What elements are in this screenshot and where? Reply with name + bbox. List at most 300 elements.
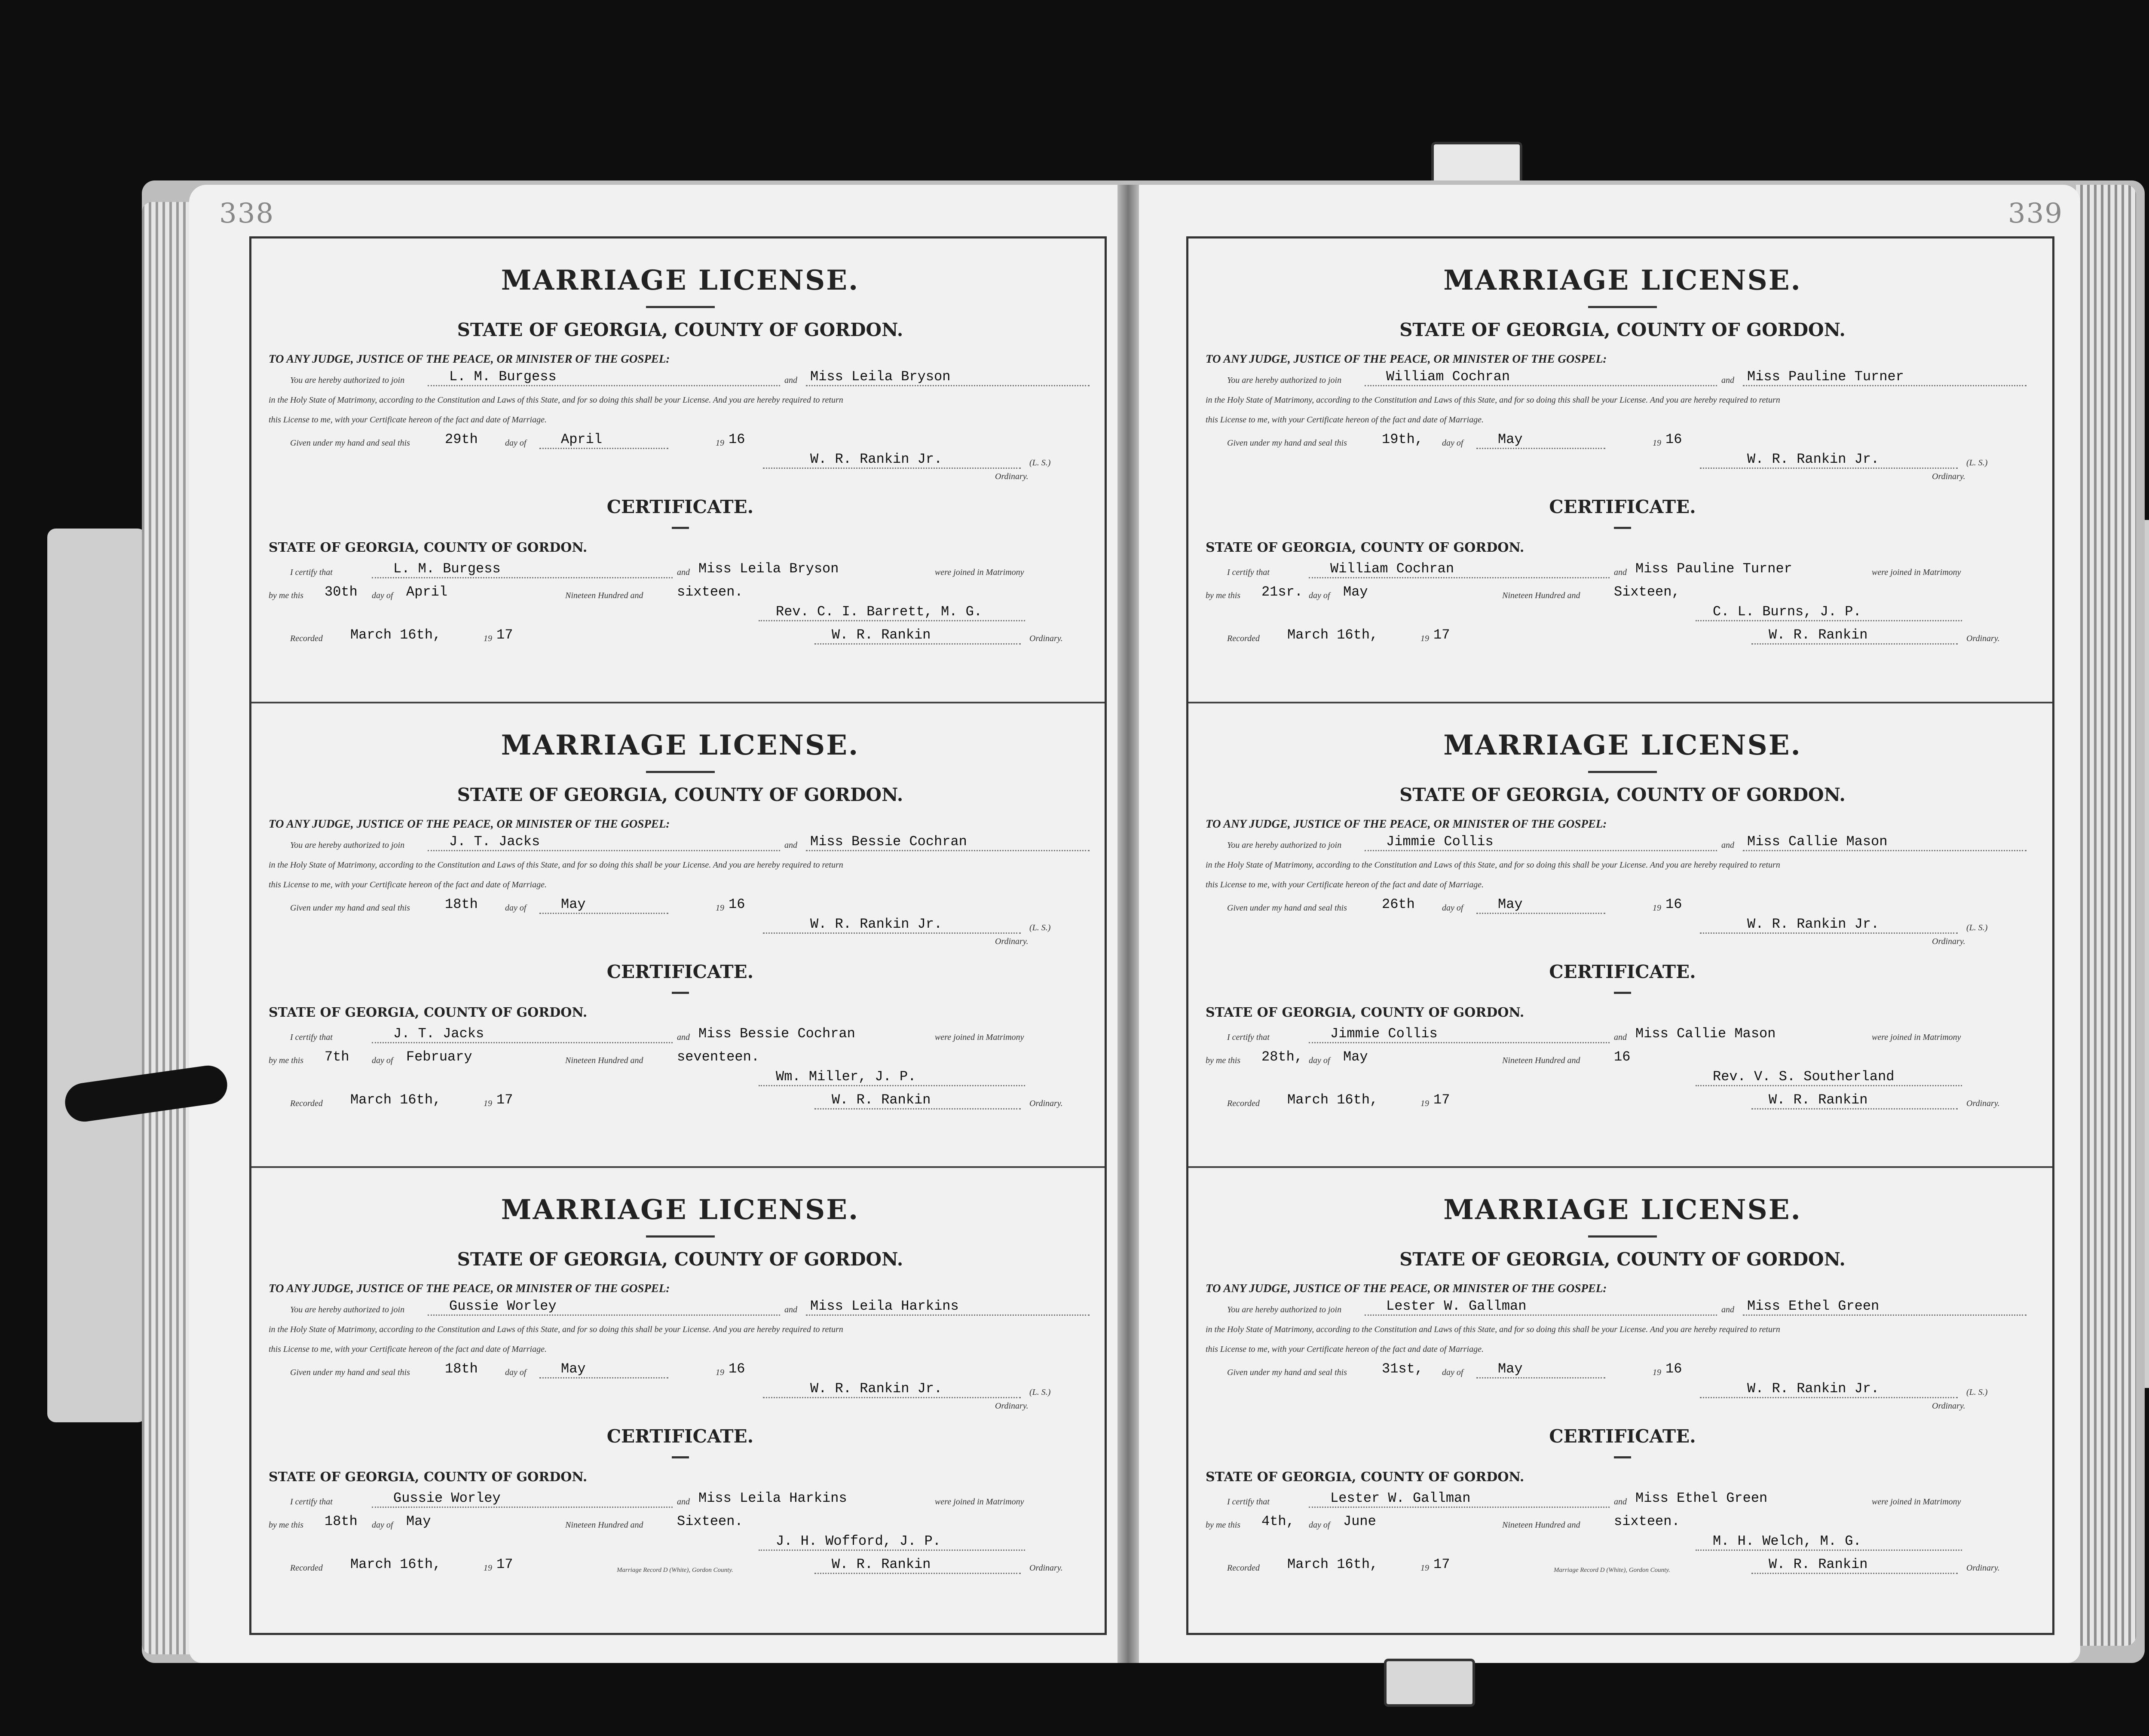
- bride-name: Miss Leila Harkins: [810, 1298, 959, 1314]
- left-page: [189, 185, 1130, 1663]
- certificate-heading: CERTIFICATE.: [606, 496, 754, 517]
- license-year: 16: [729, 431, 745, 447]
- license-addressee: TO ANY JUDGE, JUSTICE OF THE PEACE, OR MINISTER OF THE GOSPEL:: [1206, 352, 1607, 365]
- recorder-signature: W. R. Rankin: [1769, 1091, 1868, 1108]
- ordinary-signature: W. R. Rankin Jr.: [1747, 451, 1880, 467]
- recorded-label: Recorded: [1227, 634, 1260, 643]
- by-me-label: by me this: [269, 1520, 304, 1530]
- authorized-label: You are hereby authorized to join: [290, 840, 405, 850]
- authorization-line: [264, 1295, 1096, 1318]
- month-blank: [1476, 448, 1605, 449]
- certify-line: [264, 1023, 1096, 1046]
- return-line: [264, 1338, 1096, 1358]
- recorder-signature: W. R. Rankin: [1769, 627, 1868, 643]
- groom-name: William Cochran: [1386, 369, 1510, 385]
- title-ornament: [646, 306, 715, 308]
- joined-label: were joined in Matrimony: [1872, 568, 1961, 577]
- certify-line: [1201, 1487, 2044, 1510]
- month-blank: [1476, 913, 1605, 914]
- year-prefix: 19: [716, 1368, 724, 1378]
- cert-day-of-label: day of: [372, 1055, 393, 1065]
- recorded-year: 17: [1433, 627, 1450, 643]
- cert-and-label: and: [677, 568, 690, 577]
- holy-state-line: [264, 1318, 1096, 1338]
- marriage-license-entry-6: [1188, 1168, 2052, 1633]
- recorded-date: March 16th,: [350, 627, 441, 643]
- marriage-month: May: [1343, 584, 1368, 600]
- given-line: [264, 1358, 1096, 1381]
- license-month: April: [561, 431, 603, 447]
- marriage-license-entry-1: [251, 238, 1105, 703]
- ordinary-label: Ordinary.: [995, 1401, 1029, 1411]
- return-line: [264, 409, 1096, 428]
- certificate-ornament: [1614, 527, 1631, 529]
- marriage-year: sixteen.: [1614, 1513, 1680, 1530]
- certificate-heading: CERTIFICATE.: [1549, 1426, 1696, 1447]
- marriage-day: 21sr.: [1261, 584, 1303, 600]
- recorded-year: 17: [1433, 1091, 1450, 1108]
- nineteen-hundred-label: Nineteen Hundred and: [1502, 1520, 1580, 1530]
- license-month: May: [1498, 431, 1523, 447]
- groom-name: Gussie Worley: [449, 1298, 557, 1314]
- recorder-signature: W. R. Rankin: [832, 1091, 931, 1108]
- year-prefix: 19: [716, 438, 724, 448]
- ordinary-label-line: [1201, 936, 2044, 947]
- bride-blank: [1743, 1314, 2027, 1316]
- license-title: MARRIAGE LICENSE.: [501, 1194, 860, 1226]
- month-blank: [539, 913, 668, 914]
- year-prefix: 19: [1653, 438, 1661, 448]
- right-page-frame: [1186, 236, 2054, 1635]
- given-label: Given under my hand and seal this: [1227, 438, 1347, 448]
- officiant-blank: [1696, 1550, 1962, 1551]
- license-addressee: TO ANY JUDGE, JUSTICE OF THE PEACE, OR MINISTER OF THE GOSPEL:: [269, 352, 670, 365]
- certify-label: I certify that: [290, 568, 333, 577]
- officiant-line: [264, 604, 1096, 624]
- groom-blank: [1365, 385, 1717, 386]
- certificate-groom: L. M. Burgess: [393, 561, 501, 577]
- by-me-label: by me this: [1206, 1055, 1241, 1065]
- day-of-label: day of: [1442, 903, 1463, 913]
- certificate-ornament: [1614, 992, 1631, 994]
- license-addressee: TO ANY JUDGE, JUSTICE OF THE PEACE, OR MINISTER OF THE GOSPEL:: [269, 817, 670, 830]
- holy-state-text: in the Holy State of Matrimony, according to the Constitution and Laws of this State, and for so doing this shall be your License. And you are hereby required to return: [1206, 1325, 1780, 1335]
- license-day: 26th: [1382, 896, 1415, 912]
- cert-ordinary-label: Ordinary.: [1029, 634, 1063, 643]
- officiant-blank: [759, 620, 1025, 621]
- marriage-year: 16: [1614, 1048, 1631, 1065]
- month-blank: [539, 1377, 668, 1378]
- recorded-year: 17: [1433, 1556, 1450, 1573]
- ordinary-signature: W. R. Rankin Jr.: [810, 451, 943, 467]
- recorded-year: 17: [496, 627, 513, 643]
- certificate-state-heading: STATE OF GEORGIA, COUNTY OF GORDON.: [1206, 1005, 1525, 1020]
- groom-blank: [1365, 1314, 1717, 1316]
- certificate-heading: CERTIFICATE.: [1549, 961, 1696, 982]
- bride-name: Miss Bessie Cochran: [810, 833, 967, 850]
- signature-blank: [1700, 468, 1958, 469]
- authorized-label: You are hereby authorized to join: [1227, 1305, 1342, 1315]
- recorded-year-prefix: 19: [1420, 1098, 1429, 1108]
- bride-name: Miss Callie Mason: [1747, 833, 1888, 850]
- cert-groom-blank: [1309, 577, 1610, 578]
- return-line: [1201, 1338, 2044, 1358]
- certificate-groom: Jimmie Collis: [1330, 1025, 1438, 1042]
- by-me-line: [264, 1046, 1096, 1069]
- cert-ordinary-label: Ordinary.: [1966, 1098, 2000, 1108]
- nineteen-hundred-label: Nineteen Hundred and: [1502, 591, 1580, 600]
- certify-label: I certify that: [290, 1497, 333, 1507]
- title-ornament: [646, 771, 715, 773]
- bride-name: Miss Pauline Turner: [1747, 369, 1904, 385]
- certificate-state-heading: STATE OF GEORGIA, COUNTY OF GORDON.: [1206, 1470, 1525, 1485]
- binder-clip-top: [1431, 142, 1522, 186]
- marriage-day: 30th: [324, 584, 358, 600]
- title-ornament: [1588, 306, 1657, 308]
- day-of-label: day of: [1442, 438, 1463, 448]
- recorded-line: [264, 624, 1096, 647]
- bride-blank: [806, 850, 1090, 851]
- license-state-heading: STATE OF GEORGIA, COUNTY OF GORDON.: [457, 319, 903, 340]
- given-line: [1201, 893, 2044, 917]
- holy-state-text: in the Holy State of Matrimony, according to the Constitution and Laws of this State, and for so doing this shall be your License. And you are hereby required to return: [1206, 395, 1780, 405]
- officiant-blank: [1696, 1085, 1962, 1086]
- certificate-groom: Gussie Worley: [393, 1490, 501, 1507]
- bride-name: Miss Ethel Green: [1747, 1298, 1880, 1314]
- license-state-heading: STATE OF GEORGIA, COUNTY OF GORDON.: [1399, 319, 1846, 340]
- certificate-bride: Miss Callie Mason: [1635, 1025, 1776, 1042]
- recorded-label: Recorded: [290, 634, 323, 643]
- recorder-blank: [814, 643, 1021, 645]
- binder-clip-bottom: [1384, 1659, 1475, 1707]
- certificate-ornament: [672, 1456, 689, 1458]
- right-page: [1126, 185, 2080, 1663]
- license-day: 19th,: [1382, 431, 1423, 447]
- ordinary-label: Ordinary.: [1932, 472, 1965, 481]
- given-line: [1201, 428, 2044, 452]
- license-year: 16: [1665, 1361, 1682, 1377]
- bride-blank: [1743, 850, 2027, 851]
- return-text: this License to me, with your Certificate hereon of the fact and date of Marriage.: [1206, 1345, 1484, 1354]
- certify-label: I certify that: [1227, 1032, 1270, 1042]
- certify-line: [264, 558, 1096, 581]
- cert-ordinary-label: Ordinary.: [1966, 1563, 2000, 1573]
- marriage-year: seventeen.: [677, 1048, 760, 1065]
- officiant-signature: Rev. C. I. Barrett, M. G.: [776, 604, 983, 620]
- certificate-state-heading: STATE OF GEORGIA, COUNTY OF GORDON.: [269, 540, 588, 555]
- license-month: May: [561, 1361, 586, 1377]
- cert-groom-blank: [1309, 1507, 1610, 1508]
- recorded-label: Recorded: [290, 1563, 323, 1573]
- day-of-label: day of: [1442, 1368, 1463, 1378]
- ordinary-label: Ordinary.: [995, 936, 1029, 946]
- certificate-groom: William Cochran: [1330, 561, 1454, 577]
- recorded-line: [1201, 624, 2044, 647]
- license-title: MARRIAGE LICENSE.: [1443, 264, 1802, 296]
- record-book-footer: Marriage Record D (White), Gordon County.: [1554, 1567, 1670, 1574]
- certify-line: [264, 1487, 1096, 1510]
- officiant-line: [264, 1534, 1096, 1553]
- certificate-state-heading: STATE OF GEORGIA, COUNTY OF GORDON.: [1206, 540, 1525, 555]
- license-addressee: TO ANY JUDGE, JUSTICE OF THE PEACE, OR MINISTER OF THE GOSPEL:: [1206, 1282, 1607, 1295]
- ordinary-label: Ordinary.: [1932, 1401, 1965, 1411]
- authorized-label: You are hereby authorized to join: [290, 1305, 405, 1315]
- nineteen-hundred-label: Nineteen Hundred and: [565, 591, 643, 600]
- recorded-date: March 16th,: [350, 1556, 441, 1573]
- recorded-year-prefix: 19: [1420, 634, 1429, 643]
- given-label: Given under my hand and seal this: [290, 1368, 410, 1378]
- signature-blank: [1700, 932, 1958, 934]
- certificate-ornament: [672, 527, 689, 529]
- certificate-bride: Miss Bessie Cochran: [698, 1025, 855, 1042]
- cert-day-of-label: day of: [1309, 1055, 1330, 1065]
- recorded-label: Recorded: [1227, 1098, 1260, 1108]
- ordinary-signature-line: [1201, 917, 2044, 936]
- signature-blank: [763, 1397, 1021, 1398]
- recorded-date: March 16th,: [1287, 627, 1378, 643]
- ls-label: (L. S.): [1029, 1388, 1051, 1397]
- ordinary-label-line: [1201, 1401, 2044, 1411]
- officiant-line: [264, 1069, 1096, 1089]
- certificate-bride: Miss Ethel Green: [1635, 1490, 1768, 1507]
- signature-blank: [763, 468, 1021, 469]
- groom-blank: [428, 385, 780, 386]
- groom-blank: [428, 850, 780, 851]
- holy-state-line: [1201, 1318, 2044, 1338]
- ordinary-signature: W. R. Rankin Jr.: [1747, 916, 1880, 932]
- cert-groom-blank: [372, 577, 673, 578]
- authorized-label: You are hereby authorized to join: [1227, 840, 1342, 850]
- marriage-day: 7th: [324, 1048, 349, 1065]
- nineteen-hundred-label: Nineteen Hundred and: [1502, 1055, 1580, 1065]
- month-blank: [1476, 1377, 1605, 1378]
- license-month: May: [1498, 1361, 1523, 1377]
- by-me-label: by me this: [269, 1055, 304, 1065]
- ls-label: (L. S.): [1966, 1388, 1988, 1397]
- ordinary-label: Ordinary.: [1932, 936, 1965, 946]
- certify-line: [1201, 1023, 2044, 1046]
- cert-ordinary-label: Ordinary.: [1029, 1563, 1063, 1573]
- and-label: and: [784, 1305, 797, 1315]
- recorder-blank: [814, 1108, 1021, 1109]
- authorized-label: You are hereby authorized to join: [1227, 376, 1342, 385]
- license-title: MARRIAGE LICENSE.: [1443, 729, 1802, 761]
- authorization-line: [1201, 1295, 2044, 1318]
- and-label: and: [784, 840, 797, 850]
- license-year: 16: [729, 896, 745, 912]
- certificate-ornament: [672, 992, 689, 994]
- return-line: [1201, 874, 2044, 893]
- joined-label: were joined in Matrimony: [935, 1497, 1024, 1507]
- return-line: [264, 874, 1096, 893]
- officiant-line: [1201, 1069, 2044, 1089]
- holy-state-line: [264, 389, 1096, 409]
- joined-label: were joined in Matrimony: [935, 1032, 1024, 1042]
- license-addressee: TO ANY JUDGE, JUSTICE OF THE PEACE, OR MINISTER OF THE GOSPEL:: [1206, 817, 1607, 830]
- license-state-heading: STATE OF GEORGIA, COUNTY OF GORDON.: [1399, 784, 1846, 805]
- ls-label: (L. S.): [1029, 923, 1051, 932]
- joined-label: were joined in Matrimony: [935, 568, 1024, 577]
- and-label: and: [1721, 1305, 1734, 1315]
- title-ornament: [646, 1235, 715, 1238]
- marriage-month: May: [1343, 1048, 1368, 1065]
- page-edges-left: [142, 202, 193, 1654]
- certificate-heading: CERTIFICATE.: [606, 1426, 754, 1447]
- marriage-month: April: [406, 584, 448, 600]
- marriage-year: Sixteen.: [677, 1513, 743, 1530]
- cert-and-label: and: [1614, 1497, 1627, 1507]
- license-title: MARRIAGE LICENSE.: [501, 264, 860, 296]
- officiant-signature: Wm. Miller, J. P.: [776, 1068, 916, 1085]
- return-text: this License to me, with your Certificate hereon of the fact and date of Marriage.: [269, 415, 547, 425]
- certificate-heading: CERTIFICATE.: [1549, 496, 1696, 517]
- license-day: 29th: [445, 431, 478, 447]
- cert-day-of-label: day of: [1309, 591, 1330, 600]
- bride-blank: [806, 1314, 1090, 1316]
- and-label: and: [1721, 376, 1734, 385]
- certify-label: I certify that: [1227, 1497, 1270, 1507]
- ordinary-label-line: [264, 471, 1096, 482]
- day-of-label: day of: [505, 903, 527, 913]
- holy-state-line: [264, 854, 1096, 874]
- cert-and-label: and: [1614, 568, 1627, 577]
- bride-name: Miss Leila Bryson: [810, 369, 951, 385]
- given-label: Given under my hand and seal this: [290, 438, 410, 448]
- ordinary-signature: W. R. Rankin Jr.: [810, 916, 943, 932]
- ordinary-signature: W. R. Rankin Jr.: [810, 1381, 943, 1397]
- certificate-ornament: [1614, 1456, 1631, 1458]
- given-label: Given under my hand and seal this: [290, 903, 410, 913]
- ordinary-signature-line: [1201, 452, 2044, 471]
- certificate-state-heading: STATE OF GEORGIA, COUNTY OF GORDON.: [269, 1005, 588, 1020]
- recorder-signature: W. R. Rankin: [832, 627, 931, 643]
- recorded-date: March 16th,: [1287, 1556, 1378, 1573]
- and-label: and: [1721, 840, 1734, 850]
- by-me-line: [264, 1510, 1096, 1534]
- license-year: 16: [1665, 896, 1682, 912]
- cert-and-label: and: [1614, 1032, 1627, 1042]
- holy-state-text: in the Holy State of Matrimony, according to the Constitution and Laws of this State, and for so doing this shall be your License. And you are hereby required to return: [269, 395, 843, 405]
- year-prefix: 19: [1653, 903, 1661, 913]
- holy-state-text: in the Holy State of Matrimony, according to the Constitution and Laws of this State, and for so doing this shall be your License. And you are hereby required to return: [269, 1325, 843, 1335]
- year-prefix: 19: [716, 903, 724, 913]
- cert-ordinary-label: Ordinary.: [1966, 634, 2000, 643]
- officiant-blank: [759, 1085, 1025, 1086]
- recorded-year-prefix: 19: [1420, 1563, 1429, 1573]
- year-prefix: 19: [1653, 1368, 1661, 1378]
- officiant-signature: M. H. Welch, M. G.: [1713, 1533, 1861, 1550]
- cert-and-label: and: [677, 1032, 690, 1042]
- recorded-year: 17: [496, 1091, 513, 1108]
- signature-blank: [763, 932, 1021, 934]
- record-book-footer: Marriage Record D (White), Gordon County.: [617, 1567, 733, 1574]
- by-me-line: [1201, 581, 2044, 604]
- license-day: 18th: [445, 896, 478, 912]
- marriage-day: 18th: [324, 1513, 358, 1530]
- page-number-left: 338: [219, 198, 275, 229]
- marriage-day: 28th,: [1261, 1048, 1303, 1065]
- marriage-day: 4th,: [1261, 1513, 1295, 1530]
- license-title: MARRIAGE LICENSE.: [501, 729, 860, 761]
- recorder-signature: W. R. Rankin: [1769, 1556, 1868, 1573]
- given-label: Given under my hand and seal this: [1227, 1368, 1347, 1378]
- by-me-line: [1201, 1046, 2044, 1069]
- by-me-label: by me this: [1206, 1520, 1241, 1530]
- marriage-license-entry-4: [1188, 238, 2052, 703]
- groom-blank: [428, 1314, 780, 1316]
- return-text: this License to me, with your Certificate hereon of the fact and date of Marriage.: [269, 1345, 547, 1354]
- recorded-year-prefix: 19: [484, 1098, 492, 1108]
- authorized-label: You are hereby authorized to join: [290, 376, 405, 385]
- given-line: [264, 428, 1096, 452]
- holy-state-text: in the Holy State of Matrimony, according to the Constitution and Laws of this State, and for so doing this shall be your License. And you are hereby required to return: [269, 860, 843, 870]
- cert-groom-blank: [1309, 1042, 1610, 1043]
- groom-name: Lester W. Gallman: [1386, 1298, 1527, 1314]
- marriage-month: June: [1343, 1513, 1376, 1530]
- ordinary-label: Ordinary.: [995, 472, 1029, 481]
- cert-day-of-label: day of: [372, 1520, 393, 1530]
- by-me-line: [1201, 1510, 2044, 1534]
- title-ornament: [1588, 1235, 1657, 1238]
- month-blank: [539, 448, 668, 449]
- by-me-label: by me this: [269, 591, 304, 600]
- recorder-blank: [1751, 643, 1958, 645]
- given-line: [264, 893, 1096, 917]
- license-addressee: TO ANY JUDGE, JUSTICE OF THE PEACE, OR MINISTER OF THE GOSPEL:: [269, 1282, 670, 1295]
- recorded-line: [1201, 1553, 2044, 1577]
- book-strap-left: [47, 529, 146, 1422]
- ordinary-label-line: [264, 1401, 1096, 1411]
- marriage-year: sixteen.: [677, 584, 743, 600]
- bride-blank: [1743, 385, 2027, 386]
- page-edges-right: [2076, 185, 2136, 1646]
- by-me-line: [264, 581, 1096, 604]
- ordinary-label-line: [264, 936, 1096, 947]
- day-of-label: day of: [505, 1368, 527, 1378]
- license-day: 18th: [445, 1361, 478, 1377]
- license-month: May: [1498, 896, 1523, 912]
- certificate-bride: Miss Pauline Turner: [1635, 561, 1792, 577]
- by-me-label: by me this: [1206, 591, 1241, 600]
- certificate-groom: Lester W. Gallman: [1330, 1490, 1471, 1507]
- recorded-line: [264, 1553, 1096, 1577]
- officiant-blank: [759, 1550, 1025, 1551]
- recorder-signature: W. R. Rankin: [832, 1556, 931, 1573]
- recorded-date: March 16th,: [350, 1091, 441, 1108]
- recorded-date: March 16th,: [1287, 1091, 1378, 1108]
- certificate-heading: CERTIFICATE.: [606, 961, 754, 982]
- groom-blank: [1365, 850, 1717, 851]
- ordinary-signature: W. R. Rankin Jr.: [1747, 1381, 1880, 1397]
- ordinary-signature-line: [264, 917, 1096, 936]
- marriage-license-entry-2: [251, 703, 1105, 1168]
- license-year: 16: [1665, 431, 1682, 447]
- marriage-month: February: [406, 1048, 472, 1065]
- cert-groom-blank: [372, 1042, 673, 1043]
- marriage-license-entry-5: [1188, 703, 2052, 1168]
- authorization-line: [264, 831, 1096, 854]
- holy-state-text: in the Holy State of Matrimony, according to the Constitution and Laws of this State, and for so doing this shall be your License. And you are hereby required to return: [1206, 860, 1780, 870]
- recorded-line: [264, 1089, 1096, 1112]
- ls-label: (L. S.): [1029, 458, 1051, 468]
- authorization-line: [264, 366, 1096, 389]
- groom-name: J. T. Jacks: [449, 833, 540, 850]
- nineteen-hundred-label: Nineteen Hundred and: [565, 1055, 643, 1065]
- officiant-signature: C. L. Burns, J. P.: [1713, 604, 1861, 620]
- authorization-line: [1201, 831, 2044, 854]
- certify-label: I certify that: [1227, 568, 1270, 577]
- officiant-signature: J. H. Wofford, J. P.: [776, 1533, 941, 1550]
